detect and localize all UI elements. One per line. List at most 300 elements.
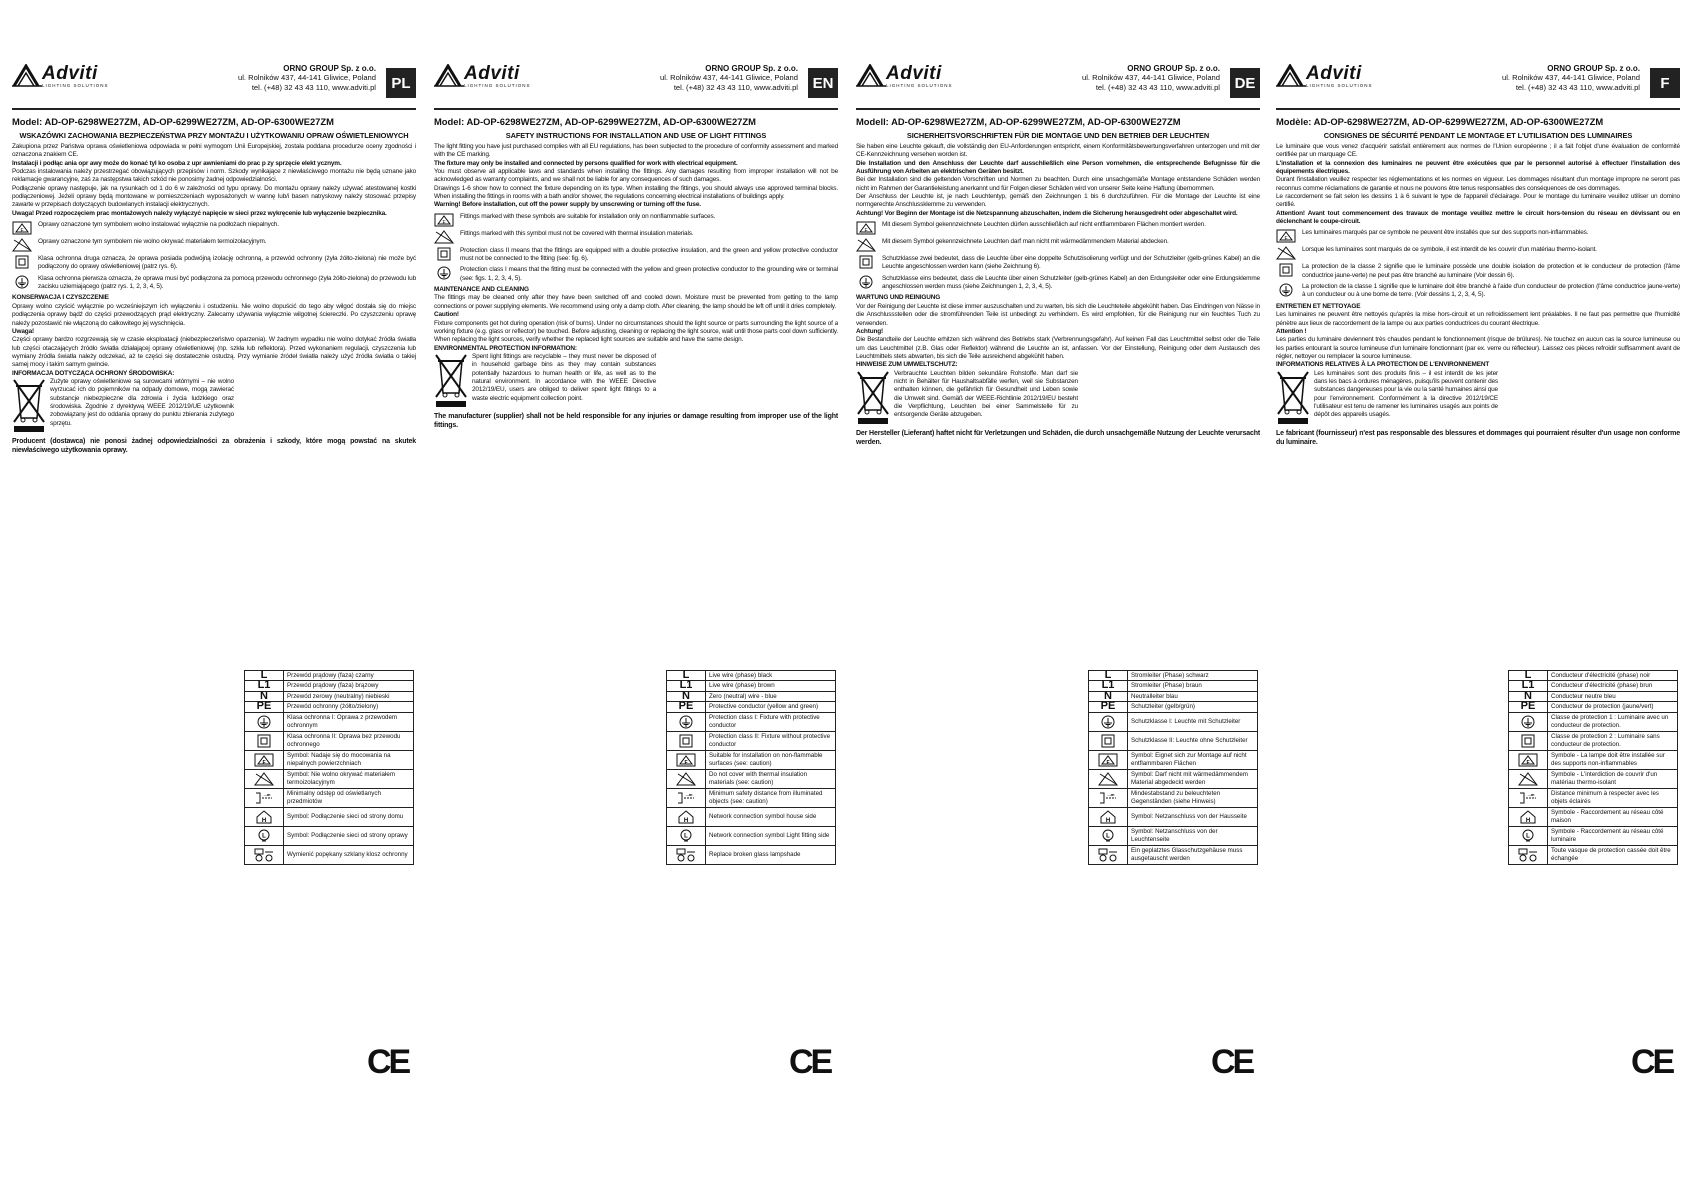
connection-text: Le raccordement se fait selon les dessins 1 à 6 suivant le type de l'appareil d'éclairage. Pour le montage du luminaire veuillez utiliser un domino certifié. <box>1276 193 1680 209</box>
legend-row <box>1509 681 1678 691</box>
svg-text:H: H <box>683 817 689 824</box>
thermal-insulation-icon <box>1509 769 1548 788</box>
svg-text:F: F <box>1106 759 1110 766</box>
symbol-text: Protection class I means that the fitting must be connected with the yellow and green protective conductor to the grounding wire or terminal (see: figs. 1, 2, 3, 4, 5). <box>460 266 838 282</box>
brand-sub: LIGHTING SOLUTIONS <box>42 83 109 88</box>
environment-title: INFORMACJA DOTYCZĄCA OCHRONY ŚRODOWISKA: <box>12 369 175 377</box>
legend-text: Symbol: Podłączenie sieci od strony oprawy <box>284 826 414 845</box>
legend-symbol: L1 <box>245 681 284 691</box>
intro-text: Le luminaire que vous venez d'acquérir satisfait entièrement aux normes de l'Union européenne ; il a fait l'objet d'une évaluation de conformité certifiée par un marquage CE. <box>1276 143 1680 159</box>
legend-text: Distance minimum à respecter avec les objets éclairés <box>1548 788 1678 807</box>
symbol-text: Fittings marked with these symbols are suitable for installation only on nonflammable surfaces. <box>460 212 716 220</box>
class-1-icon <box>667 712 706 731</box>
legend-text: Symbol: Nadaje się do mocowania na niepalnych powierzchniach <box>284 750 414 769</box>
adviti-logo-icon <box>434 64 464 88</box>
environment-block <box>434 353 656 403</box>
legend-text: Live wire (phase) black <box>706 671 836 681</box>
legend-table <box>244 670 414 865</box>
legend-row <box>1089 712 1258 731</box>
body-text <box>1276 143 1680 447</box>
flammable-surface-icon <box>1276 229 1298 243</box>
language-badge: EN <box>808 68 838 98</box>
legend-text: Symbole - La lampe doit être installée sur des supports non-inflammables <box>1548 750 1678 769</box>
legend-text: Mindestabstand zu beleuchteten Gegenständen (siehe Hinweis) <box>1128 788 1258 807</box>
symbol-text: Lorsque les luminaires sont marqués de ce symbole, il est interdit de les couvrir d'un matériau thermo-isolant. <box>1302 246 1597 254</box>
symbol-text: Les luminaires marqués par ce symbole ne peuvent être installés que sur des supports non-inflammables. <box>1302 229 1589 237</box>
legend-text: Replace broken glass lampshade <box>706 845 836 864</box>
legend-symbol: L1 <box>667 681 706 691</box>
legend-row <box>667 712 836 731</box>
company-address: ul. Rolników 437, 44-141 Gliwice, Poland <box>1081 73 1220 83</box>
svg-text:L: L <box>1526 833 1530 840</box>
legend-row <box>245 807 414 826</box>
lamp-icon <box>667 826 706 845</box>
symbol-text: Klasa ochronna druga oznacza, że oprawa posiada podwójną izolację ochronną, a przewód ochronny (żyła żółto-zielona) nie może być podłączony do oprawy oświetleniowej (patrz rys. 6). <box>38 255 416 271</box>
legend-text: Conducteur d'électricité (phase) noir <box>1548 671 1678 681</box>
class-2-icon <box>667 731 706 750</box>
environment-block <box>856 370 1078 420</box>
legend-text: Protection class I: Fixture with protective conductor <box>706 712 836 731</box>
symbol-row <box>12 275 416 292</box>
installation-text: You must observe all applicable laws and standards when installing the fittings. Any damages resulting from improper installation will not be acknowledged as warranty complaints, and we shall not be liable for any consequences of such damages. <box>434 168 838 184</box>
legend-symbol: L1 <box>1509 681 1548 691</box>
environment-text: Spent light fittings are recyclable – they must never be disposed of in household garbage bins as they may contain substances potentially hazardous to human health or life, as well as to the natural environment. In accordance with the WEEE Directive 2012/19/EU, users are obliged to deliver spent light fittings to a waste electric equipment collection point. <box>472 352 656 402</box>
symbol-row <box>434 266 838 283</box>
header <box>1276 58 1680 110</box>
legend-text: Classe de protection 2 : Luminaire sans conducteur de protection. <box>1548 731 1678 750</box>
maintenance-text: The fittings may be cleaned only after they have been switched off and cooled down. Moisture must be prevented from getting to the lamp connections or power supplying elements. We recommend using only a damp cloth. After cleaning, the lamp should be left off until it dries completely. <box>434 294 838 310</box>
glass-icon <box>667 845 706 864</box>
intro-text: The light fitting you have just purchased complies with all EU regulations, has been subjected to the procedure of conformity assessment and marked with the CE marking. <box>434 143 838 159</box>
svg-text:F: F <box>1284 236 1288 243</box>
legend-text: Conducteur de protection (jaune/vert) <box>1548 702 1678 712</box>
legend-row <box>667 681 836 691</box>
legend-text: Network connection symbol Light fitting side <box>706 826 836 845</box>
language-badge: PL <box>386 68 416 98</box>
symbol-row <box>434 247 838 264</box>
symbol-text: Schutzklasse zwei bedeutet, dass die Leuchte über eine doppelte Schutzisolierung verfügt und der Schutzleiter (gelb-grünes Kabel) an die Leuchte angeschlossen werden kann (siehe Zeichnung 6). <box>882 255 1260 271</box>
header <box>12 58 416 110</box>
lamp-icon <box>1089 826 1128 845</box>
flammable-surface-icon <box>667 750 706 769</box>
svg-text:...m: ...m <box>1527 791 1535 797</box>
symbol-text: Fittings marked with this symbol must not be covered with thermal insulation materials. <box>460 229 694 237</box>
caution-text: Die Bestandteile der Leuchte erhitzen sich während des Betriebs stark (Verbrennungsgefahr). Auf keinen Fall das Leuchtmittel selbst oder die Teile um das Leuchtmittel (z.B. Glas oder Reflektor) während die Leuchte an ist, anfassen. Vor der Einstellung, Reinigung oder dem Austausch des Leuchtmittels stets abwarten, bis sich die Teile ausreichend abgekühlt haben. <box>856 336 1260 360</box>
svg-text:H: H <box>261 817 267 824</box>
company-info <box>660 64 798 92</box>
symbol-row <box>12 221 416 235</box>
caution-text: Les parties du luminaire deviennent très chaudes pendant le fonctionnement (risque de brûlures). Ne touchez en aucun cas la source lumineuse ou les parties entourant la source lumineuse d'un luminaire fonctionnant (par ex. verre ou réflecteur). Laissez ces pièces refroidir suffisamment avant de régler, nettoyer ou remplacer la source lumineuse. <box>1276 336 1680 360</box>
liability-footer: Der Hersteller (Lieferant) haftet nicht für Verletzungen und Schäden, die durch unsachgemäße Nutzung der Leuchte verursacht werden. <box>856 429 1260 446</box>
legend-row <box>667 731 836 750</box>
caution-text: Fixture components get hot during operation (risk of burns). Under no circumstances should the light source or parts surrounding the light source of a working fixture (e.g. glass or reflector) be touched. Before adjusting, cleaning or replacing the light source, wait until those parts cool down sufficiently. When replacing the light sources, verify whether the replaced light sources are suitable and have the same design. <box>434 319 838 344</box>
legend-symbol: L1 <box>1089 681 1128 691</box>
svg-text:H: H <box>1105 817 1111 824</box>
legend-row <box>1089 769 1258 788</box>
qualified-text: Instalacji i podłąc ania opr awy może do konać tyl ko osoba z upr awnieniami do prac p zy sprzęcie elekt ycznym. <box>12 159 342 167</box>
legend-text: Symbole - Raccordement au réseau côté luminaire <box>1548 826 1678 845</box>
legend-row <box>1089 750 1258 769</box>
company-name: ORNO GROUP Sp. z o.o. <box>1547 64 1640 73</box>
thermal-insulation-icon <box>434 230 456 244</box>
environment-block <box>12 378 234 428</box>
symbol-row <box>434 230 838 244</box>
legend-text: Protection class II: Fixture without protective conductor <box>706 731 836 750</box>
legend-text: Classe de protection 1 : Luminaire avec un conducteur de protection. <box>1548 712 1678 731</box>
legend-symbol: N <box>1089 691 1128 701</box>
legend-text: Przewód prądowy (faza) czarny <box>284 671 414 681</box>
class-1-icon <box>856 275 878 289</box>
maintenance-title: MAINTENANCE AND CLEANING <box>434 286 529 294</box>
legend-text: Schutzleiter (gelb/grün) <box>1128 702 1258 712</box>
svg-text:...m: ...m <box>685 791 693 797</box>
legend-row <box>1089 788 1258 807</box>
header <box>434 58 838 110</box>
legend-row <box>667 807 836 826</box>
legend-text: Network connection symbol house side <box>706 807 836 826</box>
brand-logo <box>434 64 531 88</box>
maintenance-title: ENTRETIEN ET NETTOYAGE <box>1276 302 1361 310</box>
flammable-surface-icon <box>1509 750 1548 769</box>
legend-row <box>1509 712 1678 731</box>
brand-sub: LIGHTING SOLUTIONS <box>886 83 953 88</box>
liability-footer: Producent (dostawca) nie ponosi żadnej odpowiedzialności za obrażenia i szkody, które mogą powstać na skutek niewłaściwego użytkowania oprawy. <box>12 438 416 455</box>
company-contact: tel. (+48) 32 43 43 110, www.adviti.pl <box>1515 82 1640 92</box>
house-icon <box>245 807 284 826</box>
company-info <box>1502 64 1640 92</box>
body-text <box>12 143 416 455</box>
legend-row <box>1509 731 1678 750</box>
weee-bin-icon <box>1276 370 1310 426</box>
symbol-text: Protection class II means that the fittings are equipped with a double protective insulation, and the green and yellow protective conductor must not be connected to the fitting (see: fig. 6). <box>460 246 838 263</box>
legend-text: Symbol: Netzanschluss von der Leuchtenseite <box>1128 826 1258 845</box>
legend-symbol: PE <box>1089 702 1128 712</box>
thermal-insulation-icon <box>245 769 284 788</box>
caution-text: Części oprawy bardzo rozgrzewają się w czasie eksploatacji (niebezpieczeństwo oparzenia). W żadnym wypadku nie wolno dotykać źródła światła lub części otaczających źródło światła działającej oprawy oświetleniowej (np. szkła lub reflektora). Przed wykonaniem regulacji, czyszczenia lub wymiany źródła światła należy odczekać, aż te części się dostatecznie ostudzą. Przy wymianie źródeł światła należy użyć źródła światła o takiej samej mocy i takim samym gwincie. <box>12 336 416 369</box>
symbol-text: Mit diesem Symbol gekennzeichnete Leuchten darf man nicht mit wärmedämmendem Material abdecken. <box>882 238 1169 246</box>
model-line: Model: AD-OP-6298WE27ZM, AD-OP-6299WE27ZM, AD-OP-6300WE27ZM <box>434 116 756 127</box>
body-text <box>434 143 838 430</box>
house-icon <box>1509 807 1548 826</box>
legend-text: Schutzklasse II: Leuchte ohne Schutzleiter <box>1128 731 1258 750</box>
liability-footer: Le fabricant (fournisseur) n'est pas responsable des blessures et dommages qui pourraient résulter d'un usage non conforme du luminaire. <box>1276 429 1680 446</box>
company-info <box>1082 64 1220 92</box>
legend-text: Symbol: Eignet sich zur Montage auf nicht entflammbaren Flächen <box>1128 750 1258 769</box>
qualified-text: L'installation et la connexion des luminaires ne peuvent être exécutées que par le personnel autorisé à effectuer l'installation des équipements électriques. <box>1276 159 1680 176</box>
legend-row <box>1509 702 1678 712</box>
legend-text: Symbol: Darf nicht mit wärmedämmendem Material abgedeckt werden <box>1128 769 1258 788</box>
legend-text: Zero (neutral) wire - blue <box>706 691 836 701</box>
legend-row <box>245 702 414 712</box>
svg-text:F: F <box>262 759 266 766</box>
class-2-icon <box>434 247 456 261</box>
brand-sub: LIGHTING SOLUTIONS <box>464 83 531 88</box>
environment-title: ENVIRONMENTAL PROTECTION INFORMATION: <box>434 344 577 352</box>
flammable-surface-icon <box>1089 750 1128 769</box>
distance-icon <box>245 788 284 807</box>
legend-text: Stromleiter (Phase) schwarz <box>1128 671 1258 681</box>
adviti-logo-icon <box>1276 64 1306 88</box>
legend-row <box>1509 769 1678 788</box>
installation-text: Podczas instalowania należy przestrzegać obowiązujących przepisów i norm. Szkody wynikające z niewłaściwego montażu nie będą uznane jako reklamacje gwarancyjne, zaś za następstwa takich szkód nie ponosimy żadnej odpowiedzialności. <box>12 168 416 184</box>
symbol-row <box>856 255 1260 272</box>
legend-row <box>1509 826 1678 845</box>
warning-text: Attention! Avant tout commencement des travaux de montage veuillez mettre le circuit hors-tension du réseau en dévissant ou en déclenchant le coupe-circuit. <box>1276 209 1680 226</box>
symbol-row <box>1276 229 1680 243</box>
legend-row <box>667 826 836 845</box>
legend-row <box>1509 807 1678 826</box>
legend-symbol: N <box>1509 691 1548 701</box>
qualified-text: The fixture may only be installed and connected by persons qualified for work with electrical equipment. <box>434 159 738 167</box>
section-title: CONSIGNES DE SÉCURITÉ PENDANT LE MONTAGE ET L'UTILISATION DES LUMINAIRES <box>1323 131 1633 140</box>
brand-logo <box>856 64 953 88</box>
legend-text: Klasa ochronna II: Oprawa bez przewodu ochronnego <box>284 731 414 750</box>
intro-text: Sie haben eine Leuchte gekauft, die vollständig den EU-Anforderungen entspricht, einem Konformitätsbewertungsverfahren unterzogen und mit der CE-Kennzeichnung versehen worden ist. <box>856 143 1260 159</box>
legend-row <box>1509 788 1678 807</box>
legend-text: Symbole - L'interdiction de couvrir d'un matériau thermo-isolant <box>1548 769 1678 788</box>
thermal-insulation-icon <box>1276 246 1298 260</box>
legend-symbol: L <box>1089 671 1128 681</box>
legend-row <box>245 731 414 750</box>
legend-text: Conducteur d'électricité (phase) brun <box>1548 681 1678 691</box>
thermal-insulation-icon <box>856 238 878 252</box>
environment-title: HINWEISE ZUM UMWELTSCHUTZ: <box>856 361 958 369</box>
brand-name: Adviti <box>1306 63 1362 84</box>
legend-text: Minimalny odstęp od oświetlanych przedmiotów <box>284 788 414 807</box>
symbol-row <box>1276 283 1680 300</box>
environment-text: Les luminaires sont des produits finis – il est interdit de les jeter dans les bacs à ordures ménagères, puisqu'ils peuvent contenir des substances dangereuses pour la vie ou la santé humaines ainsi que pour l'environnement. Conformément à la directive 2012/19/CE l'utilisateur est tenu de ramener les luminaires usagés aux points de dépôt des appareils usagés. <box>1314 369 1498 419</box>
weee-bin-icon <box>434 353 468 409</box>
brand-name: Adviti <box>42 63 98 84</box>
legend-row <box>1089 702 1258 712</box>
brand-name: Adviti <box>464 63 520 84</box>
column-pl <box>12 58 416 1168</box>
section-title: WSKAZÓWKI ZACHOWANIA BEZPIECZEŃSTWA PRZY MONTAŻU I UŻYTKOWANIU OPRAW OŚWIETLENIOWYCH <box>19 131 409 140</box>
maintenance-title: WARTUNG UND REINIGUNG <box>856 294 941 302</box>
class-1-icon <box>434 266 456 280</box>
environment-title: INFORMATIONS RELATIVES À LA PROTECTION DE L'ENVIRONNEMENT <box>1276 361 1490 369</box>
company-address: ul. Rolników 437, 44-141 Gliwice, Poland <box>237 73 376 83</box>
legend-row <box>1089 826 1258 845</box>
section-title: SAFETY INSTRUCTIONS FOR INSTALLATION AND USE OF LIGHT FITTINGS <box>505 131 767 140</box>
legend-text: Symbole - Raccordement au réseau côté maison <box>1548 807 1678 826</box>
legend-text: Symbol: Netzanschluss von der Hausseite <box>1128 807 1258 826</box>
legend-text: Protective conductor (yellow and green) <box>706 702 836 712</box>
class-1-icon <box>245 712 284 731</box>
legend-symbol: L <box>245 671 284 681</box>
legend-symbol: PE <box>667 702 706 712</box>
legend-row <box>1089 731 1258 750</box>
legend-row <box>245 712 414 731</box>
symbol-text: Oprawy oznaczone tym symbolem nie wolno okrywać materiałem termoizolacyjnym. <box>38 238 267 246</box>
legend-row <box>667 769 836 788</box>
legend-symbol: L <box>1509 671 1548 681</box>
ce-mark-icon: CE <box>789 1043 831 1081</box>
symbol-text: Schutzklasse eins bedeutet, dass die Leuchte über einen Schutzleiter (gelb-grünes Kabel) an den Erdungsleiter oder eine Erdungsklemme angeschlossen werden muss (siehe Zeichnungen 1, 2, 3, 4, 5). <box>882 274 1260 291</box>
symbol-row <box>1276 263 1680 280</box>
class-2-icon <box>856 255 878 269</box>
header <box>856 58 1260 110</box>
legend-row <box>245 826 414 845</box>
warning-text: Achtung! Vor Beginn der Montage ist die Netzspannung abzuschalten, indem die Sicherung herausgedreht oder abgeschaltet wird. <box>856 209 1238 217</box>
class-1-icon <box>12 275 34 289</box>
symbol-row <box>1276 246 1680 260</box>
company-name: ORNO GROUP Sp. z o.o. <box>283 64 376 73</box>
adviti-logo-icon <box>12 64 42 88</box>
environment-block <box>1276 370 1498 420</box>
flammable-surface-icon <box>12 221 34 235</box>
ce-mark-icon: CE <box>367 1043 409 1081</box>
company-name: ORNO GROUP Sp. z o.o. <box>705 64 798 73</box>
company-contact: tel. (+48) 32 43 43 110, www.adviti.pl <box>1095 82 1220 92</box>
svg-text:F: F <box>864 228 868 235</box>
svg-text:F: F <box>1526 759 1530 766</box>
svg-text:F: F <box>684 759 688 766</box>
company-address: ul. Rolników 437, 44-141 Gliwice, Poland <box>1501 73 1640 83</box>
legend-row <box>1509 750 1678 769</box>
caution-title: Caution! <box>434 311 459 319</box>
installation-text: Durant l'installation veuillez respecter les réglementations et les normes en vigueur. Les dommages résultant d'un montage impropre ne seront pas reconnus comme réclamations de garantie et nous ne pouvons être tenus responsables des conséquences de ces dommages. <box>1276 176 1680 192</box>
legend-text: Przewód zerowy (neutralny) niebieski <box>284 691 414 701</box>
column-en <box>434 58 838 1168</box>
legend-text: Conducteur neutre bleu <box>1548 691 1678 701</box>
thermal-insulation-icon <box>12 238 34 252</box>
model-line: Model: AD-OP-6298WE27ZM, AD-OP-6299WE27ZM, AD-OP-6300WE27ZM <box>12 116 334 127</box>
symbol-text: Mit diesem Symbol gekennzeichnete Leuchten dürfen ausschließlich auf nicht entflammbaren Flächen montiert werden. <box>882 221 1206 229</box>
svg-text:...m: ...m <box>1107 791 1115 797</box>
legend-symbol: PE <box>1509 702 1548 712</box>
legend-symbol: N <box>667 691 706 701</box>
flammable-surface-icon <box>856 221 878 235</box>
glass-icon <box>1509 845 1548 864</box>
glass-icon <box>245 845 284 864</box>
legend-text: Symbol: Podłączenie sieci od strony domu <box>284 807 414 826</box>
class-2-icon <box>1276 263 1298 277</box>
environment-text: Verbrauchte Leuchten bilden sekundäre Rohstoffe. Man darf sie nicht in Behälter für Haushaltsabfälle werfen, weil sie Substanzen enthalten können, die gefährlich für Gesundheit und Leben sowie die Umwelt sind. Gemäß der WEEE-Richtlinie 2012/19/EU besteht die Verpflichtung, Leuchten bei einer Sammelstelle für zu entsorgende Geräte abzugeben. <box>894 369 1078 419</box>
legend-text: Przewód prądowy (faza) brązowy <box>284 681 414 691</box>
glass-icon <box>1089 845 1128 864</box>
svg-text:L: L <box>684 833 688 840</box>
maintenance-text: Vor der Reinigung der Leuchte ist diese immer auszuschalten und zu warten, bis sich die Leuchteteile abgekühlt haben. Das Eindringen von Nässe in die Anschlussstellen oder die stromführenden Teile ist unbedingt zu verhindern. Es wird empfohlen, für die Reinigung nur ein feuchtes Tuch zu verwenden. <box>856 302 1260 327</box>
legend-text: Do not cover with thermal insulation materials (see: caution) <box>706 769 836 788</box>
class-1-icon <box>1509 712 1548 731</box>
maintenance-title: KONSERWACJA I CZYSZCZENIE <box>12 294 109 302</box>
caution-title: Uwaga! <box>12 327 34 335</box>
flammable-surface-icon <box>245 750 284 769</box>
legend-row <box>245 750 414 769</box>
legend-symbol: N <box>245 691 284 701</box>
caution-title: Achtung! <box>856 327 884 335</box>
legend-text: Stromleiter (Phase) braun <box>1128 681 1258 691</box>
distance-icon <box>667 788 706 807</box>
svg-text:H: H <box>1525 817 1531 824</box>
flammable-surface-icon <box>434 213 456 227</box>
legend-row <box>1089 807 1258 826</box>
class-1-icon <box>1089 712 1128 731</box>
environment-text: Zużyte oprawy oświetleniowe są surowcami wtórnymi – nie wolno wyrzucać ich do pojemników na odpady domowe, mogą zawierać substancje niebezpieczne dla zdrowia i życia ludzkiego oraz środowiska. Zgodnie z dyrektywą WEEE 2012/19/UE użytkownik zobowiązany jest do oddania oprawy do punktu zbierania zużytego sprzętu. <box>50 377 234 427</box>
legend-text: Suitable for installation on non-flammable surfaces (see: caution) <box>706 750 836 769</box>
caution-title: Attention ! <box>1276 327 1307 335</box>
legend-row <box>245 681 414 691</box>
legend-text: Neutralleiter blau <box>1128 691 1258 701</box>
intro-text: Zakupiona przez Państwa oprawa oświetleniowa odpowiada w pełni wymogom Unii Europejskiej, została poddana procedurze oceny zgodności i oznaczona znakiem CE. <box>12 143 416 159</box>
class-2-icon <box>1509 731 1548 750</box>
class-2-icon <box>1089 731 1128 750</box>
weee-bin-icon <box>856 370 890 426</box>
legend-text: Live wire (phase) brown <box>706 681 836 691</box>
adviti-logo-icon <box>856 64 886 88</box>
legend-row <box>245 845 414 864</box>
legend-text: Przewód ochronny (żółto/zielony) <box>284 702 414 712</box>
weee-bin-icon <box>12 378 46 434</box>
ce-mark-icon: CE <box>1631 1043 1673 1081</box>
legend-symbol: L <box>667 671 706 681</box>
brand-sub: LIGHTING SOLUTIONS <box>1306 83 1373 88</box>
symbol-text: Oprawy oznaczone tym symbolem wolno instalować wyłącznie na podłożach niepalnych. <box>38 221 279 229</box>
column-de <box>856 58 1260 1168</box>
symbol-text: Klasa ochronna pierwsza oznacza, że oprawa musi być podłączona za pomocą przewodu ochronnego (żyła żółto-zielona) do przewodu lub zacisku uziemiającego (patrz rys. 1, 2, 3, 4, 5). <box>38 274 416 291</box>
legend-text: Symbol: Nie wolno okrywać materiałem termoizolacyjnym <box>284 769 414 788</box>
symbol-row <box>856 275 1260 292</box>
ce-mark-icon: CE <box>1211 1043 1253 1081</box>
legend-row <box>667 702 836 712</box>
connection-text: Der Anschluss der Leuchte ist, je nach Leuchtentyp, gemäß den Zeichnungen 1 bis 6 durchzuführen. Für die Montage der Leuchte ist eine normgerechte Anschlussklemme zu verwenden. <box>856 193 1260 209</box>
svg-text:L: L <box>1106 833 1110 840</box>
company-address: ul. Rolników 437, 44-141 Gliwice, Poland <box>659 73 798 83</box>
thermal-insulation-icon <box>667 769 706 788</box>
maintenance-text: Les luminaires ne peuvent être nettoyés qu'après la mise hors-circuit et un refroidissement lent préalables. Il ne faut pas permettre que l'humidité pénètre aux lieux de raccordement de la lampe ou aux parties conductrices du courant électrique. <box>1276 311 1680 327</box>
lamp-icon <box>1509 826 1548 845</box>
body-text <box>856 143 1260 447</box>
legend-text: Schutzklasse I: Leuchte mit Schutzleiter <box>1128 712 1258 731</box>
connection-text: Drawings 1-6 show how to connect the fixture depending on its type. When installing the fittings, you should always use approved terminal blocks. When installing the fittings in rooms with a bath and/or shower, the regulations concerning electrical installations of buildings apply. <box>434 184 838 201</box>
legend-row <box>667 845 836 864</box>
maintenance-text: Oprawy wolno czyścić wyłącznie po wcześniejszym ich wyłączeniu i ostudzeniu. Nie wolno dopuścić do tego aby wilgoć dostała się do miejsc podłączenia oprawy bądź do części przewodzących prąd elektryczny. Zalecamy używania wyłącznie wilgotnej ściereczki. Po czyszczeniu oprawę należy pozostawić nie włączoną do całkowitego jej wyschnięcia. <box>12 302 416 327</box>
legend-row <box>245 788 414 807</box>
language-badge: DE <box>1230 68 1260 98</box>
symbol-text: La protection de la classe 1 signifie que le luminaire doit être branché à l'aide d'un conducteur de protection (l'âme conductrice jaune-verte) à un conducteur ou à une borne de terre. (Voir dessins 1, 2, 3, 4, 5). <box>1302 283 1680 299</box>
model-line: Modell: AD-OP-6298WE27ZM, AD-OP-6299WE27ZM, AD-OP-6300WE27ZM <box>856 116 1181 127</box>
column-f <box>1276 58 1680 1168</box>
svg-text:L: L <box>262 833 266 840</box>
legend-row <box>1089 681 1258 691</box>
legend-text: Minimum safety distance from illuminated objects (see: caution) <box>706 788 836 807</box>
legend-row <box>1089 845 1258 864</box>
legend-table <box>666 670 836 865</box>
distance-icon <box>1509 788 1548 807</box>
language-badge: F <box>1650 68 1680 98</box>
symbol-text: La protection de la classe 2 signifie que le luminaire possède une double isolation de protection et le conducteur de protection (l'âme conductrice jaune-verte) ne peut pas être branché au luminaire (Voir dessin 6). <box>1302 263 1680 279</box>
svg-text:...m: ...m <box>263 791 271 797</box>
brand-logo <box>12 64 109 88</box>
legend-text: Wymienić popękany szklany klosz ochronny <box>284 845 414 864</box>
legend-row <box>1509 845 1678 864</box>
legend-text: Toute vasque de protection cassée doit être échangée <box>1548 845 1678 864</box>
legend-table <box>1088 670 1258 865</box>
warning-text: Uwaga! Przed rozpoczęciem prac montażowych należy wyłączyć napięcie w sieci przez wykręcenie lub wyłączenie bezpiecznika. <box>12 209 387 217</box>
legend-symbol: PE <box>245 702 284 712</box>
brand-logo <box>1276 64 1373 88</box>
brand-name: Adviti <box>886 63 942 84</box>
company-contact: tel. (+48) 32 43 43 110, www.adviti.pl <box>251 82 376 92</box>
legend-text: Ein geplatztes Glasschutzgehäuse muss ausgetauscht werden <box>1128 845 1258 864</box>
class-2-icon <box>245 731 284 750</box>
liability-footer: The manufacturer (supplier) shall not be held responsible for any injuries or damage resulting from improper use of the light fittings. <box>434 413 838 430</box>
class-2-icon <box>12 255 34 269</box>
connection-text: Podłączenie oprawy następuje, jak na rysunkach od 1 do 6 w zależności od typu oprawy. Do montażu oprawy należy używać atestowanej kostki podłączeniowej. Jeżeli oprawy będą montowane w pomieszczeniach wyposażonych w wannę lub/i basen natryskowy należy stosować przepisy zawarte w przepisach dotyczących budowlanych instalacji elektrycznych. <box>12 184 416 209</box>
distance-icon <box>1089 788 1128 807</box>
svg-text:F: F <box>20 228 24 235</box>
